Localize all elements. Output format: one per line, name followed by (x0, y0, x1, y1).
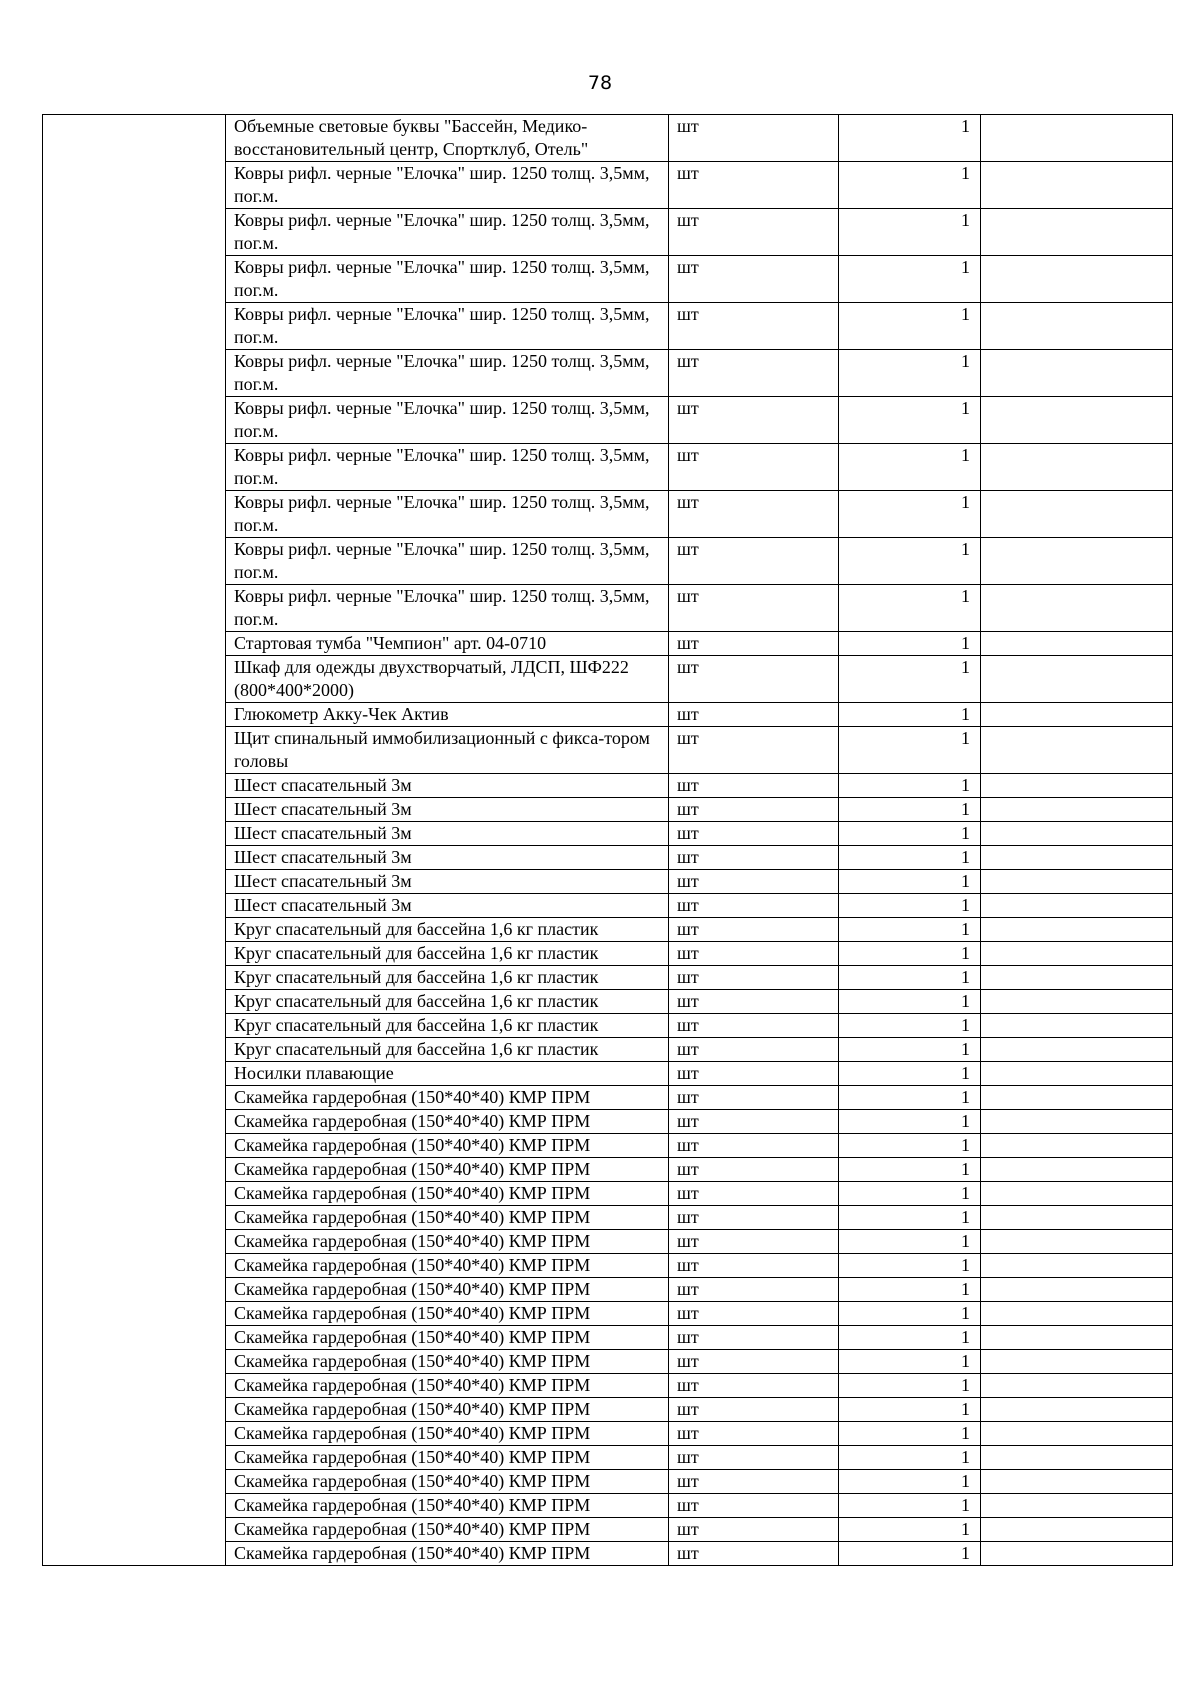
quantity-cell: 1 (839, 162, 981, 209)
unit-cell: шт (669, 444, 839, 491)
unit-cell: шт (669, 798, 839, 822)
item-name-cell: Шест спасательный 3м (226, 894, 669, 918)
item-name-cell: Шест спасательный 3м (226, 822, 669, 846)
inventory-table (42, 114, 1173, 1566)
notes-cell (981, 538, 1173, 585)
quantity-cell: 1 (839, 1470, 981, 1494)
quantity-cell: 1 (839, 491, 981, 538)
quantity-cell: 1 (839, 115, 981, 162)
unit-cell: шт (669, 350, 839, 397)
notes-cell (981, 1206, 1173, 1230)
notes-cell (981, 397, 1173, 444)
quantity-cell: 1 (839, 942, 981, 966)
item-name-cell: Скамейка гардеробная (150*40*40) КМР ПРМ (226, 1110, 669, 1134)
quantity-cell: 1 (839, 1158, 981, 1182)
notes-cell (981, 727, 1173, 774)
notes-cell (981, 1446, 1173, 1470)
item-name-cell: Скамейка гардеробная (150*40*40) КМР ПРМ (226, 1158, 669, 1182)
unit-cell: шт (669, 1470, 839, 1494)
quantity-cell: 1 (839, 1086, 981, 1110)
notes-cell (981, 1494, 1173, 1518)
unit-cell: шт (669, 397, 839, 444)
notes-cell (981, 1518, 1173, 1542)
notes-cell (981, 162, 1173, 209)
unit-cell: шт (669, 918, 839, 942)
quantity-cell: 1 (839, 1110, 981, 1134)
notes-cell (981, 1350, 1173, 1374)
inventory-table-body (43, 115, 1173, 1566)
unit-cell: шт (669, 1542, 839, 1566)
quantity-cell: 1 (839, 1302, 981, 1326)
item-name-cell: Скамейка гардеробная (150*40*40) КМР ПРМ (226, 1374, 669, 1398)
item-name-cell: Круг спасательный для бассейна 1,6 кг пластик (226, 1038, 669, 1062)
notes-cell (981, 774, 1173, 798)
item-name-cell: Скамейка гардеробная (150*40*40) КМР ПРМ (226, 1446, 669, 1470)
unit-cell: шт (669, 538, 839, 585)
item-name-cell: Ковры рифл. черные "Елочка" шир. 1250 толщ. 3,5мм, пог.м. (226, 397, 669, 444)
item-name-cell: Объемные световые буквы "Бассейн, Медико-восстановительный центр, Спортклуб, Отель" (226, 115, 669, 162)
notes-cell (981, 1326, 1173, 1350)
item-name-cell: Шкаф для одежды двухстворчатый, ЛДСП, ШФ222 (800*400*2000) (226, 656, 669, 703)
quantity-cell: 1 (839, 1278, 981, 1302)
notes-cell (981, 656, 1173, 703)
unit-cell: шт (669, 990, 839, 1014)
item-name-cell: Скамейка гардеробная (150*40*40) КМР ПРМ (226, 1278, 669, 1302)
unit-cell: шт (669, 727, 839, 774)
quantity-cell: 1 (839, 918, 981, 942)
item-name-cell: Скамейка гардеробная (150*40*40) КМР ПРМ (226, 1326, 669, 1350)
notes-cell (981, 846, 1173, 870)
item-name-cell: Глюкометр Акку-Чек Актив (226, 703, 669, 727)
item-name-cell: Круг спасательный для бассейна 1,6 кг пластик (226, 966, 669, 990)
notes-cell (981, 1422, 1173, 1446)
quantity-cell: 1 (839, 303, 981, 350)
unit-cell: шт (669, 1086, 839, 1110)
notes-cell (981, 491, 1173, 538)
notes-cell (981, 444, 1173, 491)
quantity-cell: 1 (839, 656, 981, 703)
item-name-cell: Скамейка гардеробная (150*40*40) КМР ПРМ (226, 1494, 669, 1518)
quantity-cell: 1 (839, 209, 981, 256)
quantity-cell: 1 (839, 727, 981, 774)
item-name-cell: Ковры рифл. черные "Елочка" шир. 1250 толщ. 3,5мм, пог.м. (226, 585, 669, 632)
unit-cell: шт (669, 942, 839, 966)
unit-cell: шт (669, 1134, 839, 1158)
unit-cell: шт (669, 209, 839, 256)
notes-cell (981, 1014, 1173, 1038)
unit-cell: шт (669, 1422, 839, 1446)
unit-cell: шт (669, 256, 839, 303)
item-name-cell: Скамейка гардеробная (150*40*40) КМР ПРМ (226, 1134, 669, 1158)
quantity-cell: 1 (839, 1446, 981, 1470)
item-name-cell: Скамейка гардеробная (150*40*40) КМР ПРМ (226, 1398, 669, 1422)
item-name-cell: Скамейка гардеробная (150*40*40) КМР ПРМ (226, 1206, 669, 1230)
item-name-cell: Шест спасательный 3м (226, 774, 669, 798)
quantity-cell: 1 (839, 1014, 981, 1038)
quantity-cell: 1 (839, 397, 981, 444)
unit-cell: шт (669, 870, 839, 894)
unit-cell: шт (669, 1398, 839, 1422)
notes-cell (981, 1302, 1173, 1326)
item-name-cell: Ковры рифл. черные "Елочка" шир. 1250 толщ. 3,5мм, пог.м. (226, 162, 669, 209)
item-name-cell: Круг спасательный для бассейна 1,6 кг пластик (226, 918, 669, 942)
notes-cell (981, 1278, 1173, 1302)
notes-cell (981, 350, 1173, 397)
unit-cell: шт (669, 1062, 839, 1086)
unit-cell: шт (669, 585, 839, 632)
unit-cell: шт (669, 1494, 839, 1518)
notes-cell (981, 1062, 1173, 1086)
unit-cell: шт (669, 966, 839, 990)
item-name-cell: Шест спасательный 3м (226, 870, 669, 894)
item-name-cell: Круг спасательный для бассейна 1,6 кг пластик (226, 1014, 669, 1038)
notes-cell (981, 303, 1173, 350)
unit-cell: шт (669, 1278, 839, 1302)
quantity-cell: 1 (839, 1422, 981, 1446)
item-name-cell: Ковры рифл. черные "Елочка" шир. 1250 толщ. 3,5мм, пог.м. (226, 538, 669, 585)
quantity-cell: 1 (839, 585, 981, 632)
item-name-cell: Скамейка гардеробная (150*40*40) КМР ПРМ (226, 1230, 669, 1254)
notes-cell (981, 966, 1173, 990)
item-name-cell: Ковры рифл. черные "Елочка" шир. 1250 толщ. 3,5мм, пог.м. (226, 303, 669, 350)
quantity-cell: 1 (839, 1134, 981, 1158)
unit-cell: шт (669, 1350, 839, 1374)
notes-cell (981, 1398, 1173, 1422)
quantity-cell: 1 (839, 822, 981, 846)
item-name-cell: Скамейка гардеробная (150*40*40) КМР ПРМ (226, 1422, 669, 1446)
unit-cell: шт (669, 1110, 839, 1134)
quantity-cell: 1 (839, 894, 981, 918)
notes-cell (981, 1254, 1173, 1278)
item-name-cell: Круг спасательный для бассейна 1,6 кг пластик (226, 942, 669, 966)
item-name-cell: Скамейка гардеробная (150*40*40) КМР ПРМ (226, 1470, 669, 1494)
unit-cell: шт (669, 1206, 839, 1230)
notes-cell (981, 918, 1173, 942)
quantity-cell: 1 (839, 1038, 981, 1062)
quantity-cell: 1 (839, 1518, 981, 1542)
notes-cell (981, 1086, 1173, 1110)
quantity-cell: 1 (839, 1206, 981, 1230)
notes-cell (981, 1374, 1173, 1398)
unit-cell: шт (669, 1326, 839, 1350)
item-name-cell: Ковры рифл. черные "Елочка" шир. 1250 толщ. 3,5мм, пог.м. (226, 350, 669, 397)
quantity-cell: 1 (839, 966, 981, 990)
item-name-cell: Стартовая тумба "Чемпион" арт. 04-0710 (226, 632, 669, 656)
quantity-cell: 1 (839, 1398, 981, 1422)
unit-cell: шт (669, 632, 839, 656)
unit-cell: шт (669, 162, 839, 209)
item-name-cell: Скамейка гардеробная (150*40*40) КМР ПРМ (226, 1350, 669, 1374)
item-name-cell: Скамейка гардеробная (150*40*40) КМР ПРМ (226, 1254, 669, 1278)
notes-cell (981, 942, 1173, 966)
notes-cell (981, 256, 1173, 303)
item-name-cell: Скамейка гардеробная (150*40*40) КМР ПРМ (226, 1518, 669, 1542)
quantity-cell: 1 (839, 256, 981, 303)
notes-cell (981, 894, 1173, 918)
item-name-cell: Носилки плавающие (226, 1062, 669, 1086)
quantity-cell: 1 (839, 1494, 981, 1518)
quantity-cell: 1 (839, 1374, 981, 1398)
quantity-cell: 1 (839, 632, 981, 656)
unit-cell: шт (669, 1230, 839, 1254)
unit-cell: шт (669, 115, 839, 162)
quantity-cell: 1 (839, 1350, 981, 1374)
notes-cell (981, 1182, 1173, 1206)
item-name-cell: Ковры рифл. черные "Елочка" шир. 1250 толщ. 3,5мм, пог.м. (226, 256, 669, 303)
unit-cell: шт (669, 846, 839, 870)
quantity-cell: 1 (839, 798, 981, 822)
notes-cell (981, 798, 1173, 822)
notes-cell (981, 585, 1173, 632)
unit-cell: шт (669, 1038, 839, 1062)
unit-cell: шт (669, 1446, 839, 1470)
quantity-cell: 1 (839, 870, 981, 894)
quantity-cell: 1 (839, 538, 981, 585)
notes-cell (981, 822, 1173, 846)
notes-cell (981, 1158, 1173, 1182)
item-name-cell: Скамейка гардеробная (150*40*40) КМР ПРМ (226, 1182, 669, 1206)
quantity-cell: 1 (839, 350, 981, 397)
notes-cell (981, 1542, 1173, 1566)
notes-cell (981, 990, 1173, 1014)
notes-cell (981, 632, 1173, 656)
item-name-cell: Скамейка гардеробная (150*40*40) КМР ПРМ (226, 1542, 669, 1566)
notes-cell (981, 1230, 1173, 1254)
item-name-cell: Шест спасательный 3м (226, 846, 669, 870)
notes-cell (981, 870, 1173, 894)
quantity-cell: 1 (839, 444, 981, 491)
item-name-cell: Ковры рифл. черные "Елочка" шир. 1250 толщ. 3,5мм, пог.м. (226, 444, 669, 491)
unit-cell: шт (669, 656, 839, 703)
unit-cell: шт (669, 1518, 839, 1542)
page-number: 78 (587, 72, 613, 94)
quantity-cell: 1 (839, 846, 981, 870)
unit-cell: шт (669, 303, 839, 350)
quantity-cell: 1 (839, 990, 981, 1014)
quantity-cell: 1 (839, 1230, 981, 1254)
notes-cell (981, 1038, 1173, 1062)
item-name-cell: Скамейка гардеробная (150*40*40) КМР ПРМ (226, 1086, 669, 1110)
quantity-cell: 1 (839, 1254, 981, 1278)
unit-cell: шт (669, 1182, 839, 1206)
quantity-cell: 1 (839, 1062, 981, 1086)
empty-section-cell (43, 115, 226, 1566)
unit-cell: шт (669, 1014, 839, 1038)
item-name-cell: Скамейка гардеробная (150*40*40) КМР ПРМ (226, 1302, 669, 1326)
unit-cell: шт (669, 774, 839, 798)
item-name-cell: Шест спасательный 3м (226, 798, 669, 822)
unit-cell: шт (669, 491, 839, 538)
item-name-cell: Ковры рифл. черные "Елочка" шир. 1250 толщ. 3,5мм, пог.м. (226, 491, 669, 538)
notes-cell (981, 703, 1173, 727)
quantity-cell: 1 (839, 703, 981, 727)
unit-cell: шт (669, 894, 839, 918)
unit-cell: шт (669, 1158, 839, 1182)
unit-cell: шт (669, 703, 839, 727)
notes-cell (981, 1134, 1173, 1158)
item-name-cell: Круг спасательный для бассейна 1,6 кг пластик (226, 990, 669, 1014)
notes-cell (981, 1110, 1173, 1134)
notes-cell (981, 209, 1173, 256)
table-row (43, 115, 1173, 162)
item-name-cell: Ковры рифл. черные "Елочка" шир. 1250 толщ. 3,5мм, пог.м. (226, 209, 669, 256)
quantity-cell: 1 (839, 774, 981, 798)
quantity-cell: 1 (839, 1542, 981, 1566)
quantity-cell: 1 (839, 1182, 981, 1206)
notes-cell (981, 115, 1173, 162)
item-name-cell: Щит спинальный иммобилизационный с фикса-тором головы (226, 727, 669, 774)
unit-cell: шт (669, 1254, 839, 1278)
unit-cell: шт (669, 1302, 839, 1326)
unit-cell: шт (669, 1374, 839, 1398)
notes-cell (981, 1470, 1173, 1494)
unit-cell: шт (669, 822, 839, 846)
quantity-cell: 1 (839, 1326, 981, 1350)
